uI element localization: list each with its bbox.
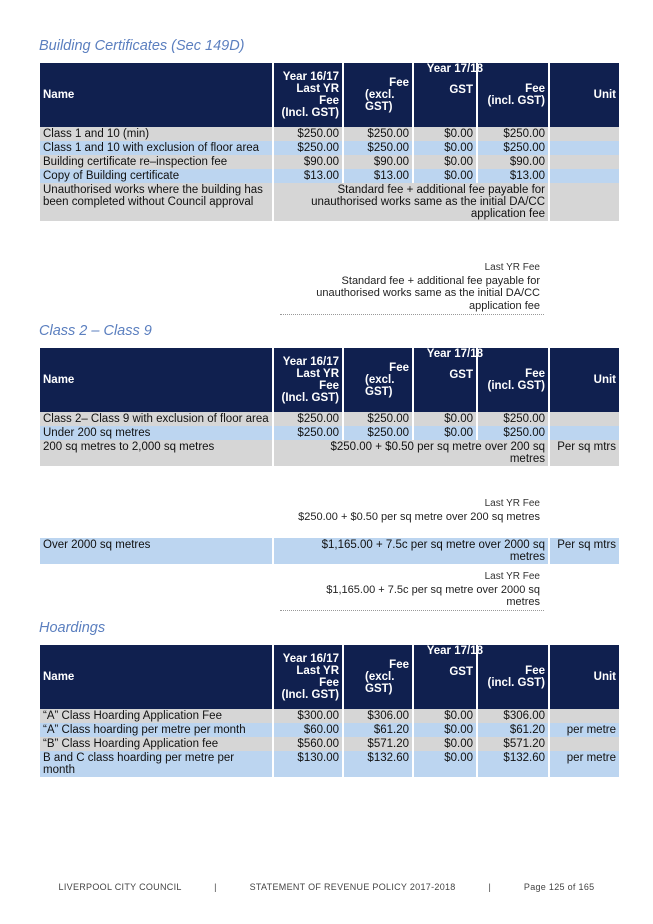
year-1617-label: Year 16/17: [282, 653, 339, 665]
last-yr-note-text: $250.00 + $0.50 per sq metre over 200 sq metres: [298, 510, 540, 523]
gst-label: GST: [449, 84, 473, 96]
fee-incl-label: Fee: [525, 665, 545, 677]
row-unit: per metre: [550, 751, 619, 777]
row-name: Class 1 and 10 with exclusion of floor area: [40, 141, 272, 155]
col-header-fee: [344, 348, 483, 412]
row-total: $306.00: [478, 709, 548, 723]
last-yr-note: [290, 571, 540, 609]
table-row: [40, 751, 619, 777]
class2-fee-table-continued: [38, 538, 621, 564]
row-unit: [550, 127, 619, 141]
table-row: [40, 169, 619, 183]
table-row: [40, 426, 619, 440]
row-fee: $250.00: [344, 412, 412, 426]
row-fee: $250.00: [344, 141, 412, 155]
hoardings-fee-table: [38, 645, 621, 777]
row-unit: [550, 426, 619, 440]
divider: [280, 314, 544, 315]
col-header-last-yr: [274, 63, 342, 127]
col-header-fee: [344, 63, 483, 127]
row-gst: $0.00: [414, 127, 476, 141]
row-fee: $132.60: [344, 751, 412, 777]
row-fee: $250.00: [344, 127, 412, 141]
row-total: $250.00: [478, 412, 548, 426]
year-1617-label: Year 16/17: [282, 71, 339, 83]
col-header-name: Name: [40, 645, 272, 709]
row-fee: $90.00: [344, 155, 412, 169]
row-total: $90.00: [478, 155, 548, 169]
row-name: “A” Class Hoarding Application Fee: [40, 709, 272, 723]
row-gst: $0.00: [414, 169, 476, 183]
last-yr-note-label: Last YR Fee: [484, 262, 540, 273]
row-gst: $0.00: [414, 141, 476, 155]
excl-gst-label: (excl. GST): [365, 374, 395, 398]
last-yr-note-label: Last YR Fee: [484, 571, 540, 582]
row-name: Unauthorised works where the building has been completed without Council approval: [40, 183, 272, 221]
incl-gst-label: (Incl. GST): [281, 689, 339, 701]
year-1718-label: Year 17/18: [426, 645, 483, 657]
fee-label: Fee: [389, 659, 409, 671]
year-1718-label: Year 17/18: [426, 348, 483, 360]
table-row: [40, 709, 619, 723]
incl-gst-total-label: (incl. GST): [487, 380, 545, 392]
footer-separator: |: [488, 882, 492, 892]
col-header-unit: Unit: [550, 63, 619, 127]
incl-gst-total-label: (incl. GST): [487, 677, 545, 689]
incl-gst-total-label: (incl. GST): [487, 95, 545, 107]
row-fee: $61.20: [344, 723, 412, 737]
col-header-unit: Unit: [550, 348, 619, 412]
row-unit: [550, 169, 619, 183]
col-header-unit: Unit: [550, 645, 619, 709]
row-unit: Per sq mtrs: [550, 538, 619, 564]
row-gst: $0.00: [414, 412, 476, 426]
row-last-yr: $250.00: [274, 426, 342, 440]
row-gst: $0.00: [414, 737, 476, 751]
col-header-total: [478, 348, 548, 412]
row-span-fee: Standard fee + additional fee payable for unauthorised works same as the initial DA/CC application fee: [274, 183, 548, 221]
row-name: “B” Class Hoarding Application fee: [40, 737, 272, 751]
last-yr-fee-label: Last YR Fee: [296, 83, 339, 107]
row-span-fee: $1,165.00 + 7.5c per sq metre over 2000 sq metres: [274, 538, 548, 564]
section-title-class2: Class 2 – Class 9: [39, 323, 152, 339]
table-row: [40, 538, 619, 564]
row-last-yr: $90.00: [274, 155, 342, 169]
row-unit: [550, 155, 619, 169]
col-header-total: [478, 63, 548, 127]
row-name: Class 2– Class 9 with exclusion of floor area: [40, 412, 272, 426]
table-row: [40, 127, 619, 141]
col-header-last-yr: [274, 348, 342, 412]
row-name: “A” Class hoarding per metre per month: [40, 723, 272, 737]
col-header-name: Name: [40, 63, 272, 127]
row-total: $13.00: [478, 169, 548, 183]
row-fee: $306.00: [344, 709, 412, 723]
excl-gst-label: (excl. GST): [365, 671, 395, 695]
row-total: $61.20: [478, 723, 548, 737]
row-unit: [550, 412, 619, 426]
last-yr-note: [280, 262, 540, 312]
row-name: 200 sq metres to 2,000 sq metres: [40, 440, 272, 466]
row-last-yr: $60.00: [274, 723, 342, 737]
last-yr-note: [290, 498, 540, 523]
fee-incl-label: Fee: [525, 83, 545, 95]
row-fee: $571.20: [344, 737, 412, 751]
page-footer: [0, 882, 653, 892]
row-fee: $250.00: [344, 426, 412, 440]
divider: [280, 610, 544, 611]
col-header-last-yr: [274, 645, 342, 709]
gst-label: GST: [449, 369, 473, 381]
section-title-building: Building Certificates (Sec 149D): [39, 38, 245, 54]
table-row: [40, 412, 619, 426]
row-last-yr: $250.00: [274, 141, 342, 155]
table-row: [40, 155, 619, 169]
gst-label: GST: [449, 666, 473, 678]
row-name: Copy of Building certificate: [40, 169, 272, 183]
row-total: $250.00: [478, 127, 548, 141]
row-unit: [550, 183, 619, 221]
table-row: [40, 141, 619, 155]
fee-label: Fee: [389, 362, 409, 374]
table-row: [40, 440, 619, 466]
table-row: [40, 723, 619, 737]
footer-page-number: Page 125 of 165: [523, 882, 595, 892]
row-gst: $0.00: [414, 751, 476, 777]
last-yr-note-text: $1,165.00 + 7.5c per sq metre over 2000 sq metres: [326, 583, 540, 608]
row-total: $132.60: [478, 751, 548, 777]
fee-label: Fee: [389, 77, 409, 89]
table-row: [40, 737, 619, 751]
row-last-yr: $250.00: [274, 127, 342, 141]
row-name: Building certificate re–inspection fee: [40, 155, 272, 169]
row-last-yr: $560.00: [274, 737, 342, 751]
row-last-yr: $250.00: [274, 412, 342, 426]
class2-fee-table: [38, 348, 621, 466]
footer-document-title: STATEMENT OF REVENUE POLICY 2017-2018: [249, 882, 456, 892]
row-total: $250.00: [478, 426, 548, 440]
last-yr-note-text: Standard fee + additional fee payable for unauthorised works same as the initial DA/CC application fee: [316, 274, 540, 312]
row-last-yr: $13.00: [274, 169, 342, 183]
row-span-fee: $250.00 + $0.50 per sq metre over 200 sq metres: [274, 440, 548, 466]
row-gst: $0.00: [414, 155, 476, 169]
incl-gst-label: (Incl. GST): [281, 107, 339, 119]
row-unit: [550, 709, 619, 723]
building-fee-table: [38, 63, 621, 221]
year-1718-label: Year 17/18: [426, 63, 483, 75]
last-yr-note-label: Last YR Fee: [484, 498, 540, 509]
row-unit: per metre: [550, 723, 619, 737]
row-last-yr: $130.00: [274, 751, 342, 777]
row-name: Under 200 sq metres: [40, 426, 272, 440]
row-total: $250.00: [478, 141, 548, 155]
footer-council: LIVERPOOL CITY COUNCIL: [58, 882, 182, 892]
section-title-hoardings: Hoardings: [39, 620, 106, 636]
excl-gst-label: (excl. GST): [365, 89, 395, 113]
col-header-fee: [344, 645, 483, 709]
row-total: $571.20: [478, 737, 548, 751]
col-header-name: Name: [40, 348, 272, 412]
row-last-yr: $300.00: [274, 709, 342, 723]
row-fee: $13.00: [344, 169, 412, 183]
row-unit: Per sq mtrs: [550, 440, 619, 466]
row-gst: $0.00: [414, 723, 476, 737]
year-1617-label: Year 16/17: [282, 356, 339, 368]
row-name: Over 2000 sq metres: [40, 538, 272, 564]
table-row: [40, 183, 619, 221]
col-header-total: [478, 645, 548, 709]
fee-incl-label: Fee: [525, 368, 545, 380]
row-gst: $0.00: [414, 709, 476, 723]
row-unit: [550, 141, 619, 155]
incl-gst-label: (Incl. GST): [281, 392, 339, 404]
last-yr-fee-label: Last YR Fee: [296, 368, 339, 392]
row-gst: $0.00: [414, 426, 476, 440]
footer-separator: |: [214, 882, 217, 892]
row-name: B and C class hoarding per metre per month: [40, 751, 272, 777]
last-yr-fee-label: Last YR Fee: [296, 665, 339, 689]
row-name: Class 1 and 10 (min): [40, 127, 272, 141]
row-unit: [550, 737, 619, 751]
